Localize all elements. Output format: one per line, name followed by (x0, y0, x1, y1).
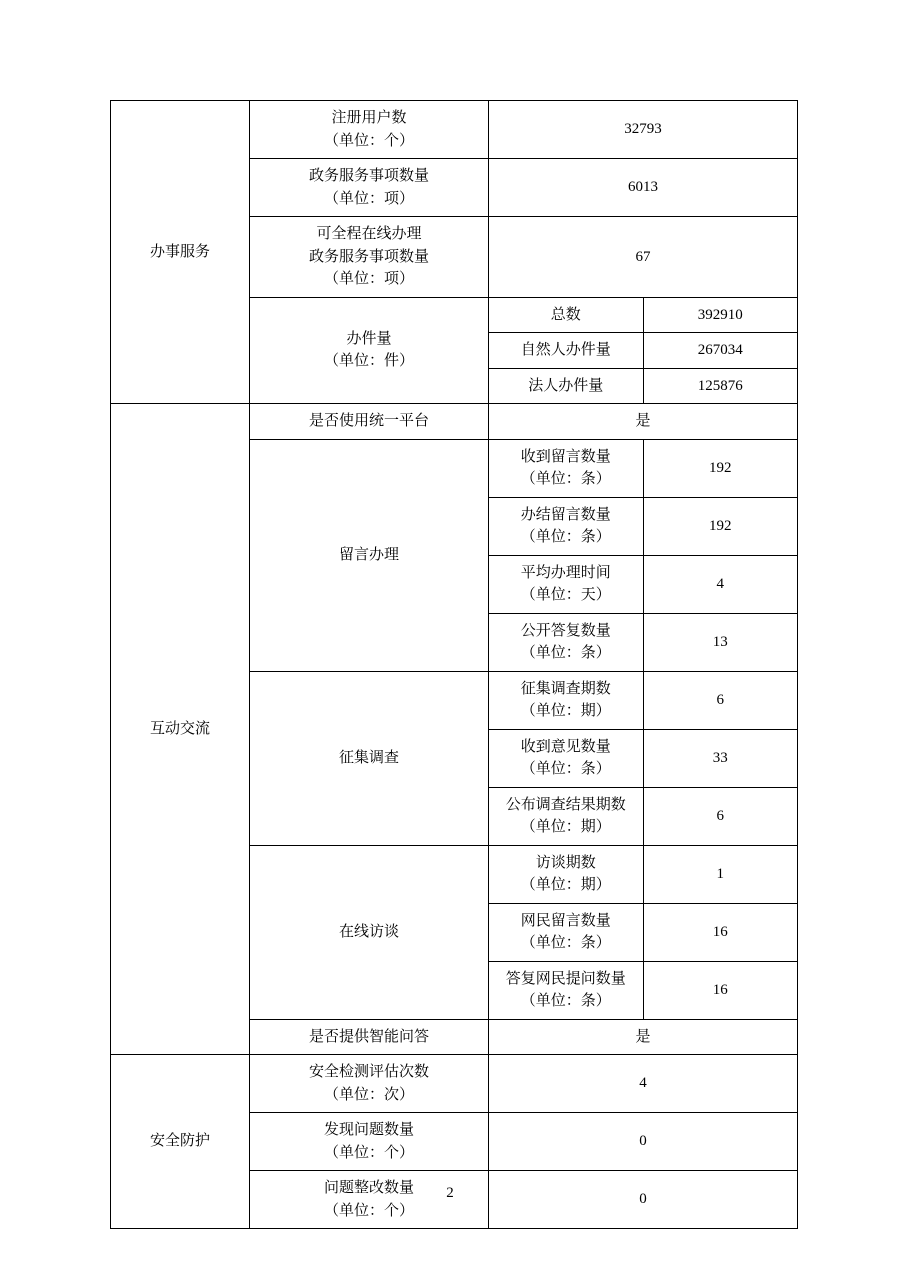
table-row (111, 404, 798, 440)
sub-label-opinions-received (489, 729, 644, 787)
sub-label-netizen-messages (489, 903, 644, 961)
sub-label-line1: 网民留言数量 (520, 912, 611, 929)
sub-label-line2: （单位：期） (520, 703, 611, 719)
value-cell-service-items-count: 6013 (489, 159, 798, 217)
item-cell-service-items-count (250, 159, 489, 217)
sub-label-average-handling-time (489, 555, 644, 613)
sub-label-line2: （单位：条） (520, 471, 611, 487)
value-cell-security-assessments: 4 (489, 1055, 798, 1113)
value-cell-average-handling-time: 4 (643, 555, 798, 613)
item-label-line1: 政务服务事项数量 (308, 168, 429, 184)
value-cell-issues-found: 0 (489, 1113, 798, 1171)
sub-label-line2: （单位：条） (520, 645, 611, 661)
item-label-line2: （单位：个） (323, 1202, 414, 1219)
sub-label-line1: 征集调查期数 (520, 680, 611, 697)
value-cell-legal-person: 125876 (643, 368, 798, 404)
government-website-statistics-table (110, 100, 798, 1229)
item-cell-unified-platform: 是否使用统一平台 (250, 404, 489, 440)
item-cell-issues-found (250, 1113, 489, 1171)
sub-label-netizen-replies (489, 961, 644, 1019)
item-label-line2: （单位：个） (323, 1144, 414, 1161)
value-cell-registered-users: 32793 (489, 101, 798, 159)
sub-label-line2: （单位：条） (520, 529, 611, 545)
item-label-line2: （单位：次） (323, 1086, 414, 1103)
value-cell-interview-sessions: 1 (643, 845, 798, 903)
value-cell-opinions-received: 33 (643, 729, 798, 787)
item-cell-survey-collection: 征集调查 (250, 671, 489, 845)
sub-label-interview-sessions (489, 845, 644, 903)
sub-label-line2: （单位：条） (520, 993, 611, 1009)
category-cell-service: 办事服务 (111, 101, 250, 404)
item-label-line1: 问题整改数量 (323, 1180, 414, 1196)
value-cell-results-published: 6 (643, 787, 798, 845)
sub-label-line2: （单位：条） (520, 761, 611, 777)
value-cell-smart-qa: 是 (489, 1019, 798, 1055)
sub-label-line2: （单位：天） (520, 587, 611, 603)
sub-label-messages-received (489, 439, 644, 497)
item-cell-transaction-volume (250, 297, 489, 404)
sub-label-survey-sessions (489, 671, 644, 729)
sub-label-line2: （单位：期） (520, 877, 611, 893)
item-label-line1: 办件量 (346, 330, 392, 347)
value-cell-fully-online-items: 67 (489, 217, 798, 298)
item-label-line1: 注册用户数 (331, 110, 407, 126)
value-cell-total: 392910 (643, 297, 798, 333)
sub-label-messages-completed (489, 497, 644, 555)
sub-label-line1: 收到意见数量 (520, 738, 611, 755)
sub-label-line1: 公布调查结果期数 (505, 796, 626, 813)
sub-label-natural-person: 自然人办件量 (489, 333, 644, 369)
value-cell-messages-completed: 192 (643, 497, 798, 555)
value-cell-messages-received: 192 (643, 439, 798, 497)
value-cell-issues-rectified: 0 (489, 1171, 798, 1229)
sub-label-legal-person: 法人办件量 (489, 368, 644, 404)
item-label-line1: 安全检测评估次数 (308, 1064, 429, 1080)
sub-label-line1: 平均办理时间 (520, 564, 611, 581)
item-label-line1: 可全程在线办理 (316, 226, 422, 242)
table-row (111, 1055, 798, 1113)
category-cell-interaction: 互动交流 (111, 404, 250, 1055)
sub-label-public-replies (489, 613, 644, 671)
item-cell-fully-online-items (250, 217, 489, 298)
value-cell-unified-platform: 是 (489, 404, 798, 440)
sub-label-line2: （单位：期） (520, 819, 611, 835)
sub-label-total: 总数 (489, 297, 644, 333)
item-cell-smart-qa: 是否提供智能问答 (250, 1019, 489, 1055)
sub-label-line2: （单位：条） (520, 935, 611, 951)
sub-label-line1: 收到留言数量 (520, 448, 611, 465)
item-cell-security-assessments (250, 1055, 489, 1113)
sub-label-line1: 答复网民提问数量 (505, 970, 626, 987)
item-label-line1b: 政务服务事项数量 (308, 248, 429, 265)
page-number: 2 (446, 1185, 454, 1201)
value-cell-netizen-messages: 16 (643, 903, 798, 961)
value-cell-netizen-replies: 16 (643, 961, 798, 1019)
sub-label-line1: 公开答复数量 (520, 622, 611, 639)
item-label-line2: （单位：件） (323, 353, 414, 370)
sub-label-line1: 办结留言数量 (520, 506, 611, 523)
value-cell-public-replies: 13 (643, 613, 798, 671)
value-cell-survey-sessions: 6 (643, 671, 798, 729)
item-cell-message-handling: 留言办理 (250, 439, 489, 671)
sub-label-results-published (489, 787, 644, 845)
table-row (111, 101, 798, 159)
item-cell-online-interview: 在线访谈 (250, 845, 489, 1019)
value-cell-natural-person: 267034 (643, 333, 798, 369)
item-cell-registered-users (250, 101, 489, 159)
item-label-line2: （单位：个） (323, 132, 414, 149)
sub-label-line1: 访谈期数 (535, 854, 596, 871)
category-cell-security: 安全防护 (111, 1055, 250, 1229)
item-label-line2: （单位：项） (323, 190, 414, 207)
item-label-line2: （单位：项） (323, 271, 414, 287)
item-label-line1: 发现问题数量 (323, 1122, 414, 1138)
